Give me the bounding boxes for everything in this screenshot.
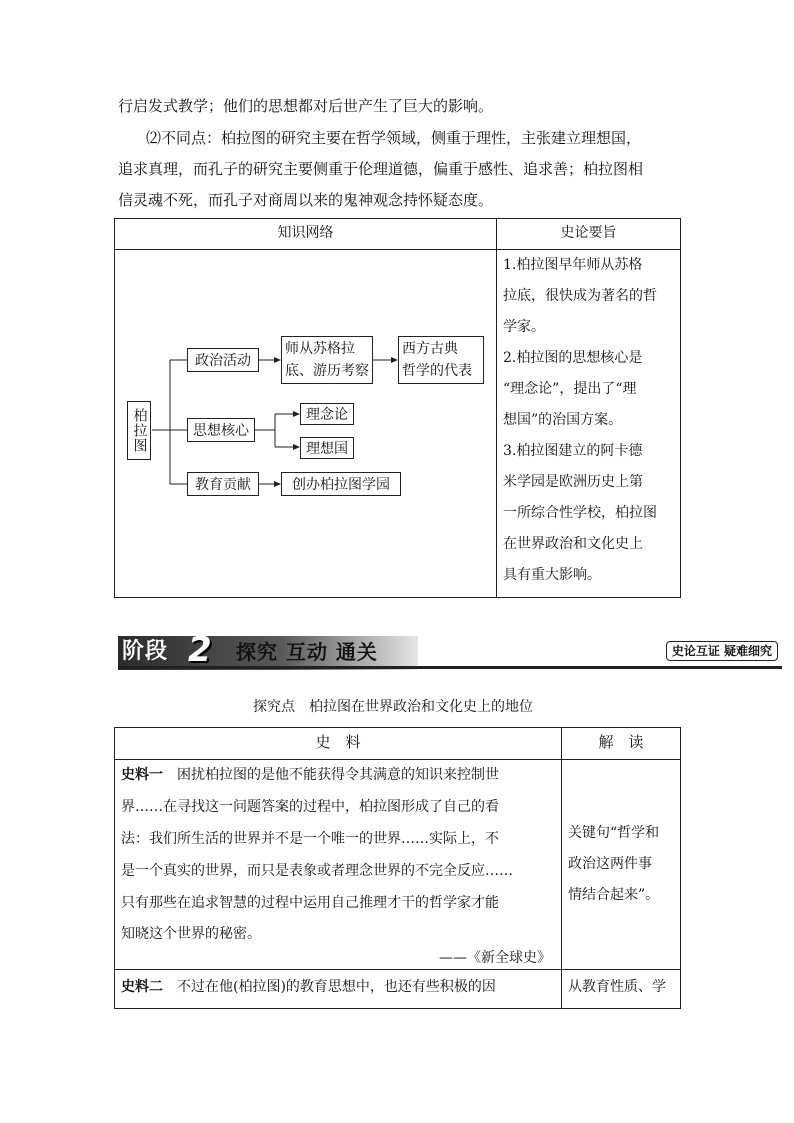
node-western-philosophy-line1: 西方古典 (402, 341, 458, 357)
material-2-line-1: 不过在他(柏拉图)的教育思想中，也还有些积极的因 (163, 979, 496, 995)
source-table (114, 727, 681, 1009)
node-teacher-socrates-line1: 师从苏格拉 (285, 341, 355, 357)
material-1-source: ——《新全球史》 (439, 950, 551, 966)
material-1-line-5: 只有那些在追求智慧的过程中运用自己推理才干的哲学家才能 (121, 895, 499, 911)
knowledge-network (115, 250, 496, 591)
material-1-line-2: 界……在寻找这一问题答案的过程中，柏拉图形成了自己的看 (121, 799, 499, 815)
stage-number: 2 (188, 630, 212, 670)
summary-points-cell (497, 250, 681, 598)
node-teacher-socrates (281, 336, 373, 384)
material-1-line-6: 知晓这个世界的秘密。 (121, 926, 261, 942)
stage-underline (118, 666, 782, 669)
material-1-label: 史料一 (121, 767, 163, 783)
intro-line-2: ⑵不同点：柏拉图的研究主要在哲学领域，侧重于理性，主张建立理想国， (146, 129, 642, 147)
summary-point: 学家。 (503, 319, 545, 335)
summary-table (114, 218, 681, 598)
node-plato (127, 401, 151, 460)
node-western-philosophy-line2: 哲学的代表 (402, 363, 472, 379)
interpretation-1-line: 政治这两件事 (568, 856, 652, 872)
source-header-right: 解 读 (562, 728, 681, 760)
summary-point: 2.柏拉图的思想核心是 (503, 350, 643, 366)
node-theory-of-forms: 理念论 (300, 403, 354, 425)
material-1-line-1: 困扰柏拉图的是他不能获得令其满意的知识来控制世 (163, 767, 499, 783)
stage-label: 阶段 (122, 639, 169, 664)
node-plato-label: 柏拉图 (131, 408, 148, 453)
node-education-contribution: 教育贡献 (187, 472, 259, 496)
summary-header-left: 知识网络 (115, 219, 497, 250)
section-title: 探究点 柏拉图在世界政治和文化史上的地位 (253, 699, 533, 715)
summary-point: 米学园是欧洲历史上第 (503, 474, 643, 490)
material-1-cell (115, 760, 562, 970)
interpretation-2-cell: 从教育性质、学 (562, 970, 681, 1009)
summary-point: 拉底，很快成为著名的哲 (503, 288, 657, 304)
intro-line-3: 追求真理，而孔子的研究主要侧重于伦理道德，偏重于感性、追求善；柏拉图相 (118, 160, 644, 178)
knowledge-network-cell (115, 250, 497, 598)
summary-point: 具有重大影响。 (503, 567, 601, 583)
stage-banner (118, 630, 782, 670)
node-political-activity: 政治活动 (187, 348, 259, 372)
material-2-label: 史料二 (121, 979, 163, 995)
summary-point: 在世界政治和文化史上 (503, 536, 643, 552)
node-republic: 理想国 (300, 437, 354, 459)
node-thought-core: 思想核心 (187, 418, 255, 442)
summary-point: 想国”的治国方案。 (503, 412, 623, 428)
summary-point: 1.柏拉图早年师从苏格 (503, 257, 643, 273)
node-academy: 创办柏拉图学园 (281, 472, 401, 496)
interpretation-1-cell (562, 760, 681, 970)
source-header-left: 史 料 (115, 728, 562, 760)
node-western-philosophy (398, 336, 484, 384)
interpretation-1-line: 情结合起来”。 (568, 887, 660, 903)
node-teacher-socrates-line2: 底、游历考察 (285, 363, 369, 379)
stage-tag: 史论互证 疑难细究 (666, 641, 778, 661)
stage-title: 探究 互动 通关 (236, 640, 378, 664)
summary-point: 一所综合性学校，柏拉图 (503, 505, 657, 521)
material-2-cell (115, 970, 562, 1009)
summary-point: “理念论”，提出了“理 (503, 381, 637, 397)
summary-header-right: 史论要旨 (497, 219, 681, 250)
interpretation-1-line: 关键句“哲学和 (568, 825, 660, 841)
material-1-line-4: 是一个真实的世界，而只是表象或者理念世界的不完全反应…… (121, 863, 513, 879)
material-1-line-3: 法：我们所生活的世界并不是一个唯一的世界……实际上，不 (121, 831, 499, 847)
intro-line-4: 信灵魂不死，而孔子对商周以来的鬼神观念持怀疑态度。 (118, 191, 494, 209)
summary-point: 3.柏拉图建立的阿卡德 (503, 443, 643, 459)
intro-line-1: 行启发式教学；他们的思想都对后世产生了巨大的影响。 (118, 97, 494, 115)
